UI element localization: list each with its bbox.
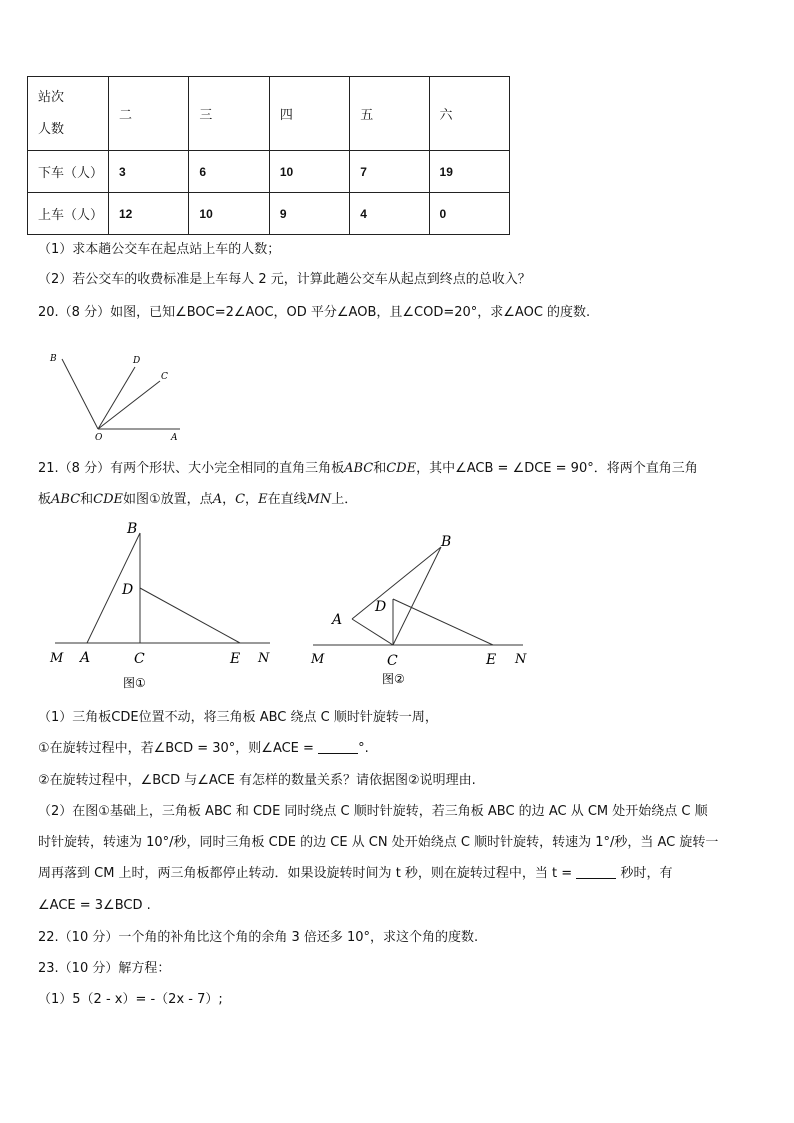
table-row	[28, 151, 510, 193]
answer-blank[interactable]	[318, 739, 358, 754]
label-c: C	[387, 653, 398, 669]
label-m: M	[50, 651, 64, 666]
q21-text: 21.（8 分）有两个形状、大小完全相同的直角三角板	[38, 461, 345, 476]
label-a: A	[332, 612, 343, 628]
q19-part2: （2）若公交车的收费标准是上车每人 2 元，计算此趟公交车从起点到终点的总收入？	[38, 272, 531, 287]
q21-part2-line2: 时针旋转，转速为 10°/秒，同时三角板 CDE 的边 CE 从 CN 处开始绕点 C 顺时针旋转，转速为 1°/秒，当 AC 旋转一	[38, 835, 719, 850]
station-header: 五	[350, 77, 429, 151]
q21-term: A	[212, 492, 223, 507]
q21-text: 如图①放置，点	[123, 492, 213, 507]
ray-ob	[62, 359, 98, 429]
ray-oc	[98, 381, 160, 429]
segment-bc	[393, 547, 441, 645]
q21-part1-i-suffix: °.	[358, 741, 369, 756]
answer-blank[interactable]	[576, 864, 616, 879]
figure-2-caption: 图②	[382, 672, 405, 686]
header-people-label: 人数	[38, 121, 65, 137]
table-cell: 0	[429, 193, 509, 235]
q21-figure-2	[305, 525, 545, 695]
table-corner-cell	[28, 77, 109, 151]
label-n: N	[515, 652, 527, 667]
q21-figure-1	[45, 515, 285, 695]
q20-angle-figure	[40, 345, 200, 445]
q21-text: ，其中∠ACB = ∠DCE = 90°．将两个直角三角	[416, 461, 698, 476]
q23-part1: （1）5（2 - x）= -（2x - 7）;	[38, 992, 223, 1007]
label-o: O	[95, 433, 103, 443]
station-header: 三	[189, 77, 269, 151]
q21-term: C	[235, 492, 246, 507]
q21-part2-text: 周再落到 CM 上时，两三角板都停止转动．如果设旋转时间为 t 秒，则在旋转过程中，当 t =	[38, 866, 573, 881]
figure-1-caption: 图①	[123, 676, 146, 690]
table-cell: 19	[429, 151, 509, 193]
ray-od	[98, 367, 135, 429]
label-b: B	[441, 534, 452, 550]
q21-term: MN	[306, 492, 332, 507]
q21-term: CDE	[386, 461, 417, 476]
label-e: E	[486, 652, 497, 668]
q21-part1-i	[38, 739, 369, 759]
q21-text: 在直线	[267, 492, 307, 507]
q21-line2	[38, 490, 357, 510]
label-a: A	[80, 650, 91, 666]
table-header-row	[28, 77, 510, 151]
q21-text: ，	[245, 492, 259, 507]
label-e: E	[230, 651, 241, 667]
station-header: 六	[429, 77, 509, 151]
q21-part1: （1）三角板CDE位置不动，将三角板 ABC 绕点 C 顺时针旋转一周，	[38, 710, 438, 725]
label-b: B	[127, 521, 138, 537]
table-cell: 10	[189, 193, 269, 235]
table-cell: 9	[269, 193, 349, 235]
q20-text: 20.（8 分）如图，已知∠BOC=2∠AOC，OD 平分∠AOB，且∠COD=20°，求∠AOC 的度数.	[38, 305, 591, 320]
q21-term: E	[258, 492, 268, 507]
label-a: A	[171, 433, 178, 443]
q21-part2-line3	[38, 864, 672, 884]
q23-title: 23.（10 分）解方程：	[38, 961, 171, 976]
q19-part1: （1）求本趟公交车在起点站上车的人数；	[38, 242, 281, 257]
q22-text: 22.（10 分）一个角的补角比这个角的余角 3 倍还多 10°，求这个角的度数.	[38, 930, 479, 945]
bus-stop-table	[27, 76, 510, 235]
table-cell: 10	[269, 151, 349, 193]
q21-text: 板	[38, 492, 52, 507]
label-m: M	[311, 652, 325, 667]
q21-part1-i-text: ①在旋转过程中，若∠BCD = 30°，则∠ACE =	[38, 741, 314, 756]
table-row	[28, 193, 510, 235]
q21-part2-suffix: 秒时，有	[620, 866, 673, 881]
segment-de	[140, 588, 240, 643]
station-header: 四	[269, 77, 349, 151]
q21-part1-ii: ②在旋转过程中，∠BCD 与∠ACE 有怎样的数量关系？请依据图②说明理由.	[38, 773, 476, 788]
q21-part2-line4: ∠ACE = 3∠BCD .	[38, 898, 151, 913]
q21-term: CDE	[93, 492, 124, 507]
q21-text: 上．	[331, 492, 358, 507]
q21-text: ，	[222, 492, 236, 507]
label-d: D	[375, 599, 387, 615]
header-station-label: 站次	[38, 89, 65, 105]
label-c: C	[161, 372, 168, 382]
label-d: D	[133, 356, 141, 366]
station-header: 二	[109, 77, 189, 151]
q21-term: ABC	[344, 461, 374, 476]
label-b: B	[50, 354, 57, 364]
label-n: N	[258, 651, 270, 666]
row-label: 上车（人）	[28, 193, 109, 235]
row-label: 下车（人）	[28, 151, 109, 193]
q21-text: 和	[80, 492, 94, 507]
q21-text: 和	[373, 461, 387, 476]
segment-de	[393, 599, 493, 645]
q21-part2-line1: （2）在图①基础上，三角板 ABC 和 CDE 同时绕点 C 顺时针旋转，若三角板 ABC 的边 AC 从 CM 处开始绕点 C 顺	[38, 804, 708, 819]
label-c: C	[134, 651, 145, 667]
q21-term: ABC	[51, 492, 81, 507]
q21-line1	[38, 459, 698, 479]
label-d: D	[122, 582, 134, 598]
segment-ac	[352, 619, 393, 645]
table-cell: 12	[109, 193, 189, 235]
table-cell: 3	[109, 151, 189, 193]
table-cell: 6	[189, 151, 269, 193]
segment-ab	[352, 547, 441, 619]
table-cell: 7	[350, 151, 429, 193]
table-cell: 4	[350, 193, 429, 235]
